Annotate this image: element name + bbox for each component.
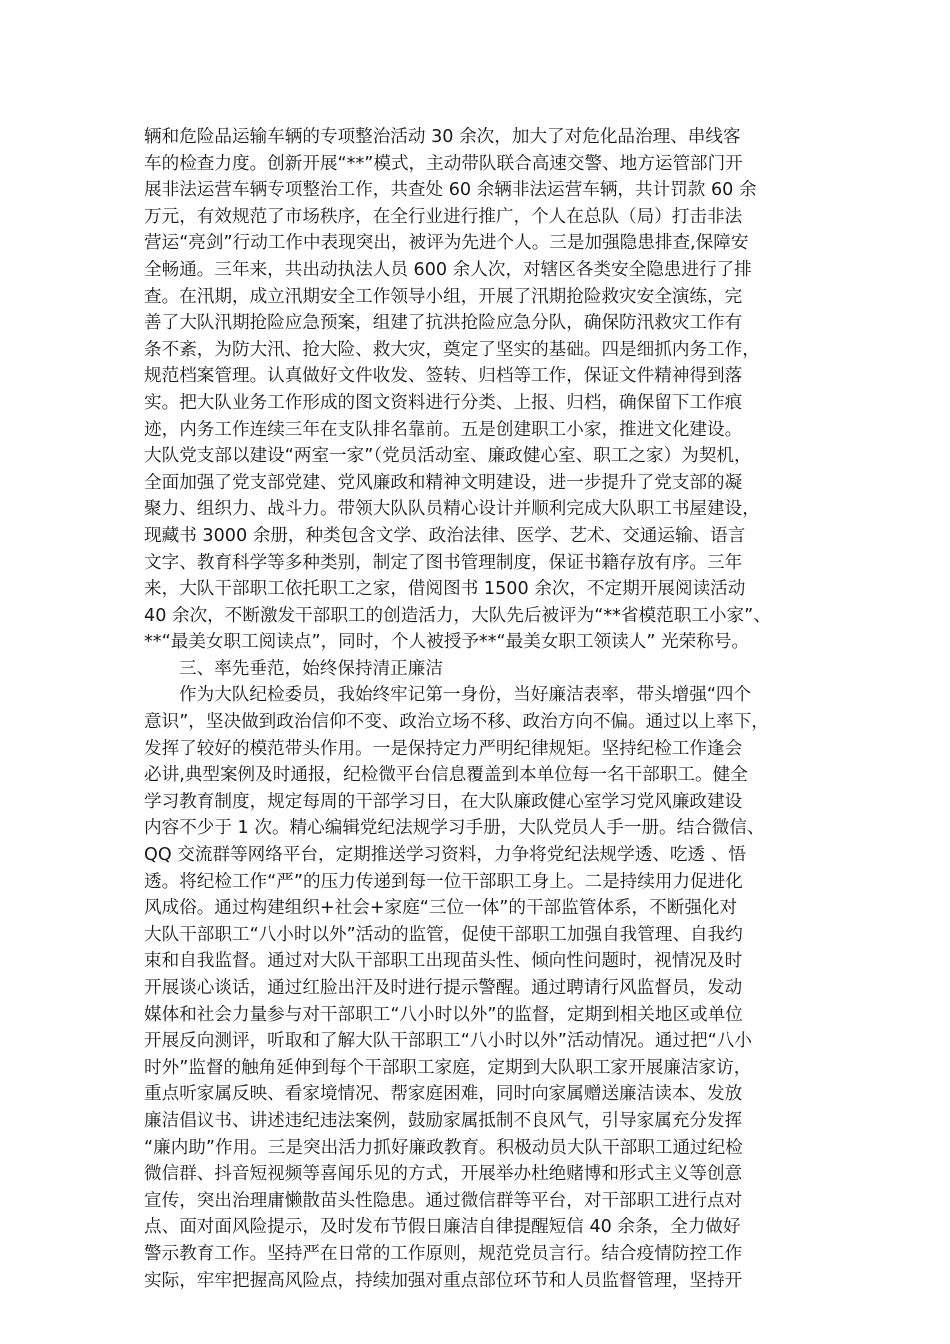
text-line: 辆和危险品运输车辆的专项整治活动 30 余次，加大了对危化品治理、串线客 [144, 127, 741, 147]
text-line: 全畅通。三年来，共出动执法人员 600 余人次，对辖区各类安全隐患进行了排 [144, 259, 752, 280]
text-line: 微信群、抖音短视频等喜闻乐见的方式，开展举办杜绝赌博和形式主义等创意 [144, 1164, 743, 1185]
text-line: 学习教育制度，规定每周的干部学习日，在大队廉政健心室学习党风廉政建设 [144, 791, 743, 812]
text-line: 透。将纪检工作“严”的压力传递到每一位干部职工身上。二是持续用力促进化 [144, 871, 743, 892]
text-line: 必讲,典型案例及时通报，纪检微平台信息覆盖到本单位每一名干部职工。健全 [144, 765, 748, 786]
text-line: 开展谈心谈话，通过红脸出汗及时进行提示警醒。通过聘请行风监督员，发动 [144, 978, 743, 998]
text-line: 媒体和社会力量参与对干部职工“八小时以外”的监督，定期到相关地区或单位 [144, 1004, 743, 1025]
text-line: 重点听家属反映、看家境情况、帮家庭困难，同时向家属赠送廉洁读本、发放 [144, 1084, 743, 1105]
text-line: 意识”，坚决做到政治信仰不变、政治立场不移、政治方向不偏。通过以上率下， [144, 712, 769, 733]
text-line: 点、面对面风险提示，及时发布节假日廉洁自律提醒短信 40 余条，全力做好 [144, 1217, 741, 1238]
text-line: 来，大队干部职工依托职工之家，借阅图书 1500 余次，不定期开展阅读活动 [144, 579, 746, 600]
text-line: 内容不少于 1 次。精心编辑党纪法规学习手册，大队党员人手一册。结合微信、 [144, 818, 765, 839]
text-line: 作为大队纪检委员，我始终牢记第一身份，当好廉洁表率，带头增强“四个 [179, 685, 752, 706]
text-line: 实。把大队业务工作形成的图文资料进行分类、上报、归档，确保留下工作痕 [144, 392, 743, 413]
text-line: 大队干部职工“八小时以外”活动的监管，促使干部职工加强自我管理、自我约 [144, 924, 743, 945]
text-line: 发挥了较好的模范带头作用。一是保持定力严明纪律规矩。坚持纪检工作逢会 [144, 738, 743, 759]
text-line: 规范档案管理。认真做好文件收发、签转、归档等工作，保证文件精神得到落 [144, 366, 743, 387]
text-line: QQ 交流群等网络平台，定期推送学习资料，力争将党纪法规学透、吃透 、悟 [144, 845, 746, 866]
text-line: 40 余次，不断激发干部职工的创造活力，大队先后被评为“**省模范职工小家”、 [144, 605, 771, 626]
text-line: 时外”监督的触角延伸到每个干部职工家庭，定期到大队职工家开展廉洁家访， [144, 1057, 752, 1078]
text-line: “廉内助”作用。三是突出活力抓好廉政教育。积极动员大队干部职工通过纪检 [144, 1137, 743, 1158]
text-line: 迹，内务工作连续三年在支队排名靠前。五是创建职工小家，推进文化建设。 [144, 419, 743, 440]
text-line: 展非法运营车辆专项整治工作，共查处 60 余辆非法运营车辆，共计罚款 60 余 [144, 180, 757, 201]
text-line: **“最美女职工阅读点”，同时，个人被授予**“最美女职工领读人” 光荣称号。 [144, 632, 750, 653]
text-line: 现藏书 3000 余册，种类包含文学、政治法律、医学、艺术、交通运输、语言 [144, 525, 746, 546]
text-line: 全面加强了党支部党建、党风廉政和精神文明建设，进一步提升了党支部的凝 [144, 472, 743, 493]
text-line: 警示教育工作。坚持严在日常的工作原则，规范党员言行。结合疫情防控工作 [144, 1243, 743, 1264]
text-line: 条不紊，为防大汛、抢大险、救大灾，奠定了坚实的基础。四是细抓内务工作， [144, 339, 760, 360]
section-heading: 三、率先垂范，始终保持清正廉洁 [179, 658, 443, 679]
text-line: 大队党支部以建设“两室一家”（党员活动室、廉政健心室、职工之家）为契机， [144, 446, 752, 467]
text-line: 廉洁倡议书、讲述违纪违法案例，鼓励家属抵制不良风气，引导家属充分发挥 [144, 1110, 743, 1131]
text-line: 善了大队汛期抢险应急预案，组建了抗洪抢险应急分队，确保防汛救灾工作有 [144, 313, 743, 334]
text-line: 查。在汛期，成立汛期安全工作领导小组，开展了汛期抢险救灾安全演练，完 [144, 286, 743, 307]
text-line: 束和自我监督。通过对大队干部职工出现苗头性、倾向性问题时，视情况及时 [144, 951, 743, 972]
text-line: 聚力、组织力、战斗力。带领大队队员精心设计并顺利完成大队职工书屋建设， [144, 499, 760, 520]
text-line: 实际，牢牢把握高风险点，持续加强对重点部位环节和人员监督管理，坚持开 [144, 1270, 743, 1291]
text-line: 营运“亮剑”行动工作中表现突出，被评为先进个人。三是加强隐患排查,保障安 [144, 233, 749, 254]
text-line: 车的检查力度。创新开展“**”模式，主动带队联合高速交警、地方运管部门开 [144, 153, 743, 174]
text-line: 开展反向测评，听取和了解大队干部职工“八小时以外”活动情况。通过把“八小 [144, 1031, 752, 1052]
body-text [144, 124, 834, 1294]
text-line: 万元，有效规范了市场秩序，在全行业进行推广，个人在总队（局）打击非法 [144, 206, 743, 227]
text-line: 宣传，突出治理庸懒散苗头性隐患。通过微信群等平台，对干部职工进行点对 [144, 1190, 743, 1211]
text-line: 文字、教育科学等多种类别，制定了图书管理制度，保证书籍存放有序。三年 [144, 552, 743, 573]
text-line: 风成俗。通过构建组织+社会+家庭“三位一体”的干部监管体系，不断强化对 [144, 898, 738, 919]
